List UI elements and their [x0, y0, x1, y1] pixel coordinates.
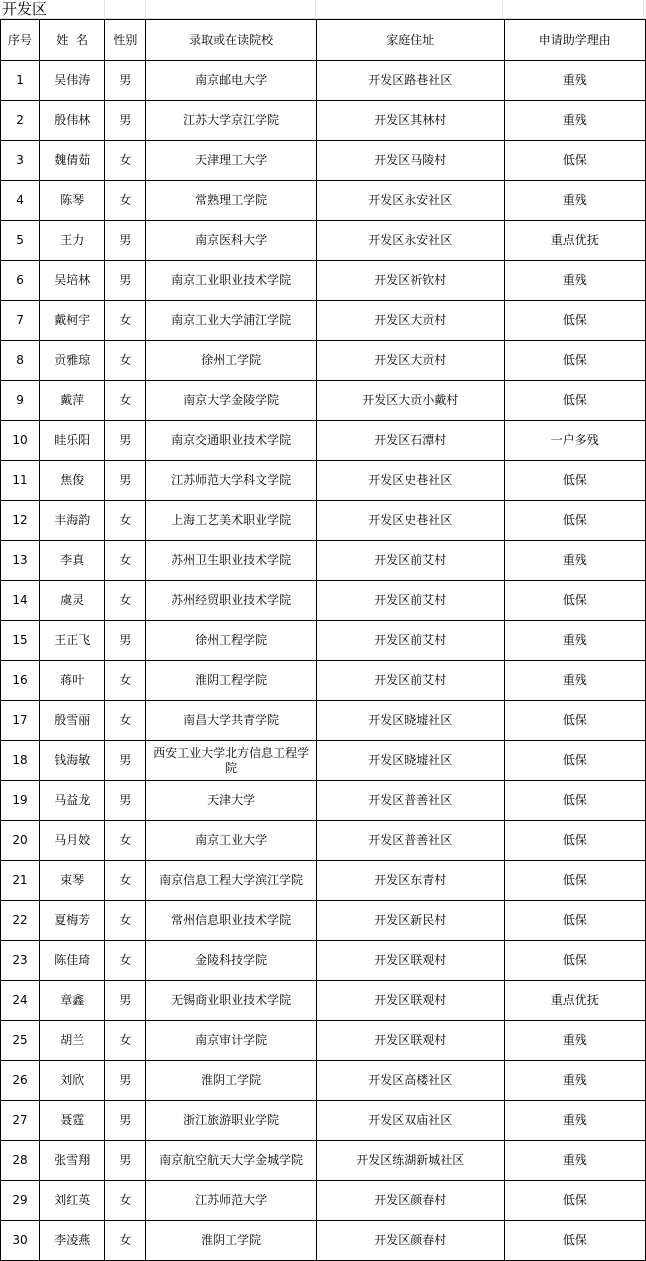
table-row	[1, 781, 646, 821]
cell-gender: 女	[105, 541, 146, 581]
cell-address: 开发区联观村	[316, 1021, 504, 1061]
table-row	[1, 981, 646, 1021]
table-row	[1, 1221, 646, 1261]
cell-address: 开发区晓墟社区	[316, 701, 504, 741]
cell-reason: 低保	[504, 1221, 645, 1261]
cell-school: 淮阴工学院	[146, 1221, 317, 1261]
cell-gender: 男	[105, 101, 146, 141]
cell-reason: 低保	[504, 941, 645, 981]
cell-no: 23	[1, 941, 40, 981]
header-row	[1, 20, 646, 61]
cell-reason: 重残	[504, 661, 645, 701]
cell-address: 开发区史巷社区	[316, 501, 504, 541]
table-row	[1, 941, 646, 981]
table-row	[1, 61, 646, 101]
cell-gender: 女	[105, 1221, 146, 1261]
cell-reason: 重残	[504, 621, 645, 661]
cell-address: 开发区前艾村	[316, 621, 504, 661]
cell-address: 开发区练湖新城社区	[316, 1141, 504, 1181]
cell-name: 戴柯宇	[40, 301, 105, 341]
cell-name: 夏梅芳	[40, 901, 105, 941]
cell-name: 殷雪丽	[40, 701, 105, 741]
sheet-title: 开发区	[2, 0, 48, 18]
cell-no: 5	[1, 221, 40, 261]
table-row	[1, 901, 646, 941]
cell-reason: 低保	[504, 301, 645, 341]
cell-address: 开发区石潭村	[316, 421, 504, 461]
table-row	[1, 821, 646, 861]
cell-school: 常熟理工学院	[146, 181, 317, 221]
cell-name: 吴培林	[40, 261, 105, 301]
cell-school: 南京大学金陵学院	[146, 381, 317, 421]
cell-no: 9	[1, 381, 40, 421]
cell-school: 江苏师范大学科文学院	[146, 461, 317, 501]
cell-school: 淮阴工学院	[146, 1061, 317, 1101]
cell-no: 1	[1, 61, 40, 101]
cell-no: 6	[1, 261, 40, 301]
cell-name: 陈佳琦	[40, 941, 105, 981]
cell-school: 南京工业职业技术学院	[146, 261, 317, 301]
cell-address: 开发区普善社区	[316, 781, 504, 821]
cell-gender: 女	[105, 381, 146, 421]
cell-no: 19	[1, 781, 40, 821]
cell-reason: 重点优抚	[504, 221, 645, 261]
cell-no: 27	[1, 1101, 40, 1141]
cell-name: 钱海敏	[40, 741, 105, 781]
cell-school: 天津理工大学	[146, 141, 317, 181]
cell-school: 南京医科大学	[146, 221, 317, 261]
table-row	[1, 1061, 646, 1101]
cell-no: 30	[1, 1221, 40, 1261]
cell-reason: 低保	[504, 501, 645, 541]
cell-gender: 男	[105, 741, 146, 781]
table-row	[1, 381, 646, 421]
cell-reason: 低保	[504, 741, 645, 781]
table-row	[1, 221, 646, 261]
cell-name: 胡兰	[40, 1021, 105, 1061]
cell-school: 苏州卫生职业技术学院	[146, 541, 317, 581]
cell-gender: 女	[105, 941, 146, 981]
gridline	[502, 0, 503, 19]
cell-reason: 重残	[504, 261, 645, 301]
cell-school: 南京信息工程大学滨江学院	[146, 861, 317, 901]
cell-no: 29	[1, 1181, 40, 1221]
cell-address: 开发区前艾村	[316, 661, 504, 701]
cell-school: 南京航空航天大学金城学院	[146, 1141, 317, 1181]
cell-reason: 重点优抚	[504, 981, 645, 1021]
cell-school: 徐州工学院	[146, 341, 317, 381]
cell-reason: 低保	[504, 581, 645, 621]
cell-no: 15	[1, 621, 40, 661]
cell-address: 开发区永安社区	[316, 221, 504, 261]
cell-gender: 男	[105, 781, 146, 821]
cell-school: 淮阴工程学院	[146, 661, 317, 701]
cell-name: 李真	[40, 541, 105, 581]
cell-reason: 低保	[504, 861, 645, 901]
cell-no: 25	[1, 1021, 40, 1061]
cell-name: 马月姣	[40, 821, 105, 861]
cell-address: 开发区联观村	[316, 981, 504, 1021]
cell-address: 开发区前艾村	[316, 541, 504, 581]
cell-name: 魏倩茹	[40, 141, 105, 181]
cell-address: 开发区高楼社区	[316, 1061, 504, 1101]
col-header-gender: 性别	[105, 20, 146, 61]
cell-school: 南京工业大学	[146, 821, 317, 861]
cell-reason: 重残	[504, 61, 645, 101]
table-row	[1, 621, 646, 661]
cell-address: 开发区双庙社区	[316, 1101, 504, 1141]
cell-school: 南昌大学共青学院	[146, 701, 317, 741]
cell-reason: 低保	[504, 1181, 645, 1221]
cell-school: 南京工业大学浦江学院	[146, 301, 317, 341]
cell-reason: 一户多残	[504, 421, 645, 461]
cell-gender: 女	[105, 901, 146, 941]
cell-gender: 女	[105, 501, 146, 541]
table-row	[1, 741, 646, 781]
cell-name: 王正飞	[40, 621, 105, 661]
cell-gender: 男	[105, 221, 146, 261]
cell-reason: 低保	[504, 901, 645, 941]
cell-reason: 低保	[504, 461, 645, 501]
cell-address: 开发区颜春村	[316, 1181, 504, 1221]
cell-no: 14	[1, 581, 40, 621]
cell-gender: 男	[105, 61, 146, 101]
cell-school: 西安工业大学北方信息工程学院	[146, 741, 317, 781]
cell-gender: 男	[105, 1061, 146, 1101]
cell-no: 4	[1, 181, 40, 221]
cell-no: 8	[1, 341, 40, 381]
cell-no: 12	[1, 501, 40, 541]
cell-no: 16	[1, 661, 40, 701]
cell-gender: 男	[105, 981, 146, 1021]
applicant-table	[0, 19, 646, 1261]
cell-name: 吴伟涛	[40, 61, 105, 101]
cell-no: 22	[1, 901, 40, 941]
cell-gender: 女	[105, 301, 146, 341]
table-row	[1, 1101, 646, 1141]
cell-school: 天津大学	[146, 781, 317, 821]
cell-no: 28	[1, 1141, 40, 1181]
cell-name: 丰海韵	[40, 501, 105, 541]
cell-no: 18	[1, 741, 40, 781]
cell-name: 束琴	[40, 861, 105, 901]
cell-address: 开发区永安社区	[316, 181, 504, 221]
cell-gender: 女	[105, 581, 146, 621]
cell-name: 刘红英	[40, 1181, 105, 1221]
cell-gender: 男	[105, 421, 146, 461]
cell-name: 陈琴	[40, 181, 105, 221]
cell-address: 开发区史巷社区	[316, 461, 504, 501]
table-row	[1, 341, 646, 381]
cell-school: 南京审计学院	[146, 1021, 317, 1061]
cell-name: 刘欣	[40, 1061, 105, 1101]
table-row	[1, 1181, 646, 1221]
cell-reason: 重残	[504, 181, 645, 221]
cell-no: 17	[1, 701, 40, 741]
cell-address: 开发区路巷社区	[316, 61, 504, 101]
table-row	[1, 701, 646, 741]
cell-gender: 女	[105, 1181, 146, 1221]
cell-reason: 重残	[504, 1141, 645, 1181]
cell-gender: 男	[105, 1101, 146, 1141]
cell-address: 开发区大贡村	[316, 341, 504, 381]
cell-name: 虞灵	[40, 581, 105, 621]
cell-name: 马益龙	[40, 781, 105, 821]
cell-address: 开发区东青村	[316, 861, 504, 901]
cell-name: 蒋叶	[40, 661, 105, 701]
cell-no: 2	[1, 101, 40, 141]
cell-name: 李凌燕	[40, 1221, 105, 1261]
cell-gender: 女	[105, 1021, 146, 1061]
table-row	[1, 861, 646, 901]
cell-school: 常州信息职业技术学院	[146, 901, 317, 941]
cell-no: 26	[1, 1061, 40, 1101]
table-row	[1, 541, 646, 581]
cell-no: 10	[1, 421, 40, 461]
cell-address: 开发区祈钦村	[316, 261, 504, 301]
cell-name: 戴萍	[40, 381, 105, 421]
cell-address: 开发区前艾村	[316, 581, 504, 621]
cell-gender: 女	[105, 861, 146, 901]
cell-gender: 女	[105, 141, 146, 181]
cell-address: 开发区大贡小戴村	[316, 381, 504, 421]
cell-no: 7	[1, 301, 40, 341]
table-row	[1, 581, 646, 621]
cell-name: 殷伟林	[40, 101, 105, 141]
gridline	[643, 0, 644, 19]
cell-name: 王力	[40, 221, 105, 261]
cell-school: 上海工艺美术职业学院	[146, 501, 317, 541]
cell-address: 开发区大贡村	[316, 301, 504, 341]
cell-reason: 低保	[504, 781, 645, 821]
cell-reason: 低保	[504, 701, 645, 741]
cell-reason: 重残	[504, 541, 645, 581]
cell-name: 张雪翔	[40, 1141, 105, 1181]
cell-school: 徐州工程学院	[146, 621, 317, 661]
table-row	[1, 101, 646, 141]
col-header-address: 家庭住址	[316, 20, 504, 61]
cell-name: 焦俊	[40, 461, 105, 501]
gridline	[104, 0, 105, 19]
cell-address: 开发区晓墟社区	[316, 741, 504, 781]
table-row	[1, 501, 646, 541]
cell-school: 无锡商业职业技术学院	[146, 981, 317, 1021]
table-row	[1, 261, 646, 301]
col-header-school: 录取或在读院校	[146, 20, 317, 61]
cell-no: 20	[1, 821, 40, 861]
cell-gender: 女	[105, 661, 146, 701]
table-row	[1, 421, 646, 461]
cell-address: 开发区新民村	[316, 901, 504, 941]
table-row	[1, 461, 646, 501]
cell-reason: 低保	[504, 341, 645, 381]
table-row	[1, 1141, 646, 1181]
cell-name: 聂霆	[40, 1101, 105, 1141]
cell-name: 章鑫	[40, 981, 105, 1021]
table-row	[1, 661, 646, 701]
cell-no: 13	[1, 541, 40, 581]
gridline	[315, 0, 316, 19]
gridline	[145, 0, 146, 19]
cell-no: 21	[1, 861, 40, 901]
cell-school: 金陵科技学院	[146, 941, 317, 981]
cell-reason: 重残	[504, 1101, 645, 1141]
cell-address: 开发区其林村	[316, 101, 504, 141]
cell-gender: 女	[105, 821, 146, 861]
cell-gender: 女	[105, 341, 146, 381]
col-header-no: 序号	[1, 20, 40, 61]
cell-no: 3	[1, 141, 40, 181]
cell-reason: 重残	[504, 1061, 645, 1101]
cell-reason: 低保	[504, 821, 645, 861]
table-row	[1, 301, 646, 341]
cell-address: 开发区普善社区	[316, 821, 504, 861]
cell-school: 南京交通职业技术学院	[146, 421, 317, 461]
cell-name: 眭乐阳	[40, 421, 105, 461]
title-row	[0, 0, 646, 19]
cell-no: 24	[1, 981, 40, 1021]
cell-gender: 女	[105, 181, 146, 221]
cell-school: 江苏师范大学	[146, 1181, 317, 1221]
cell-school: 苏州经贸职业技术学院	[146, 581, 317, 621]
cell-reason: 低保	[504, 141, 645, 181]
col-header-name: 姓 名	[40, 20, 105, 61]
cell-address: 开发区颜春村	[316, 1221, 504, 1261]
cell-name: 贡雅琼	[40, 341, 105, 381]
cell-school: 江苏大学京江学院	[146, 101, 317, 141]
col-header-reason: 申请助学理由	[504, 20, 645, 61]
cell-reason: 低保	[504, 381, 645, 421]
cell-gender: 男	[105, 621, 146, 661]
table-row	[1, 1021, 646, 1061]
cell-school: 南京邮电大学	[146, 61, 317, 101]
cell-gender: 男	[105, 261, 146, 301]
cell-gender: 男	[105, 1141, 146, 1181]
cell-gender: 女	[105, 701, 146, 741]
cell-reason: 重残	[504, 1021, 645, 1061]
cell-reason: 重残	[504, 101, 645, 141]
cell-gender: 男	[105, 461, 146, 501]
table-row	[1, 141, 646, 181]
cell-school: 浙江旅游职业学院	[146, 1101, 317, 1141]
cell-address: 开发区马陵村	[316, 141, 504, 181]
cell-no: 11	[1, 461, 40, 501]
cell-address: 开发区联观村	[316, 941, 504, 981]
table-row	[1, 181, 646, 221]
